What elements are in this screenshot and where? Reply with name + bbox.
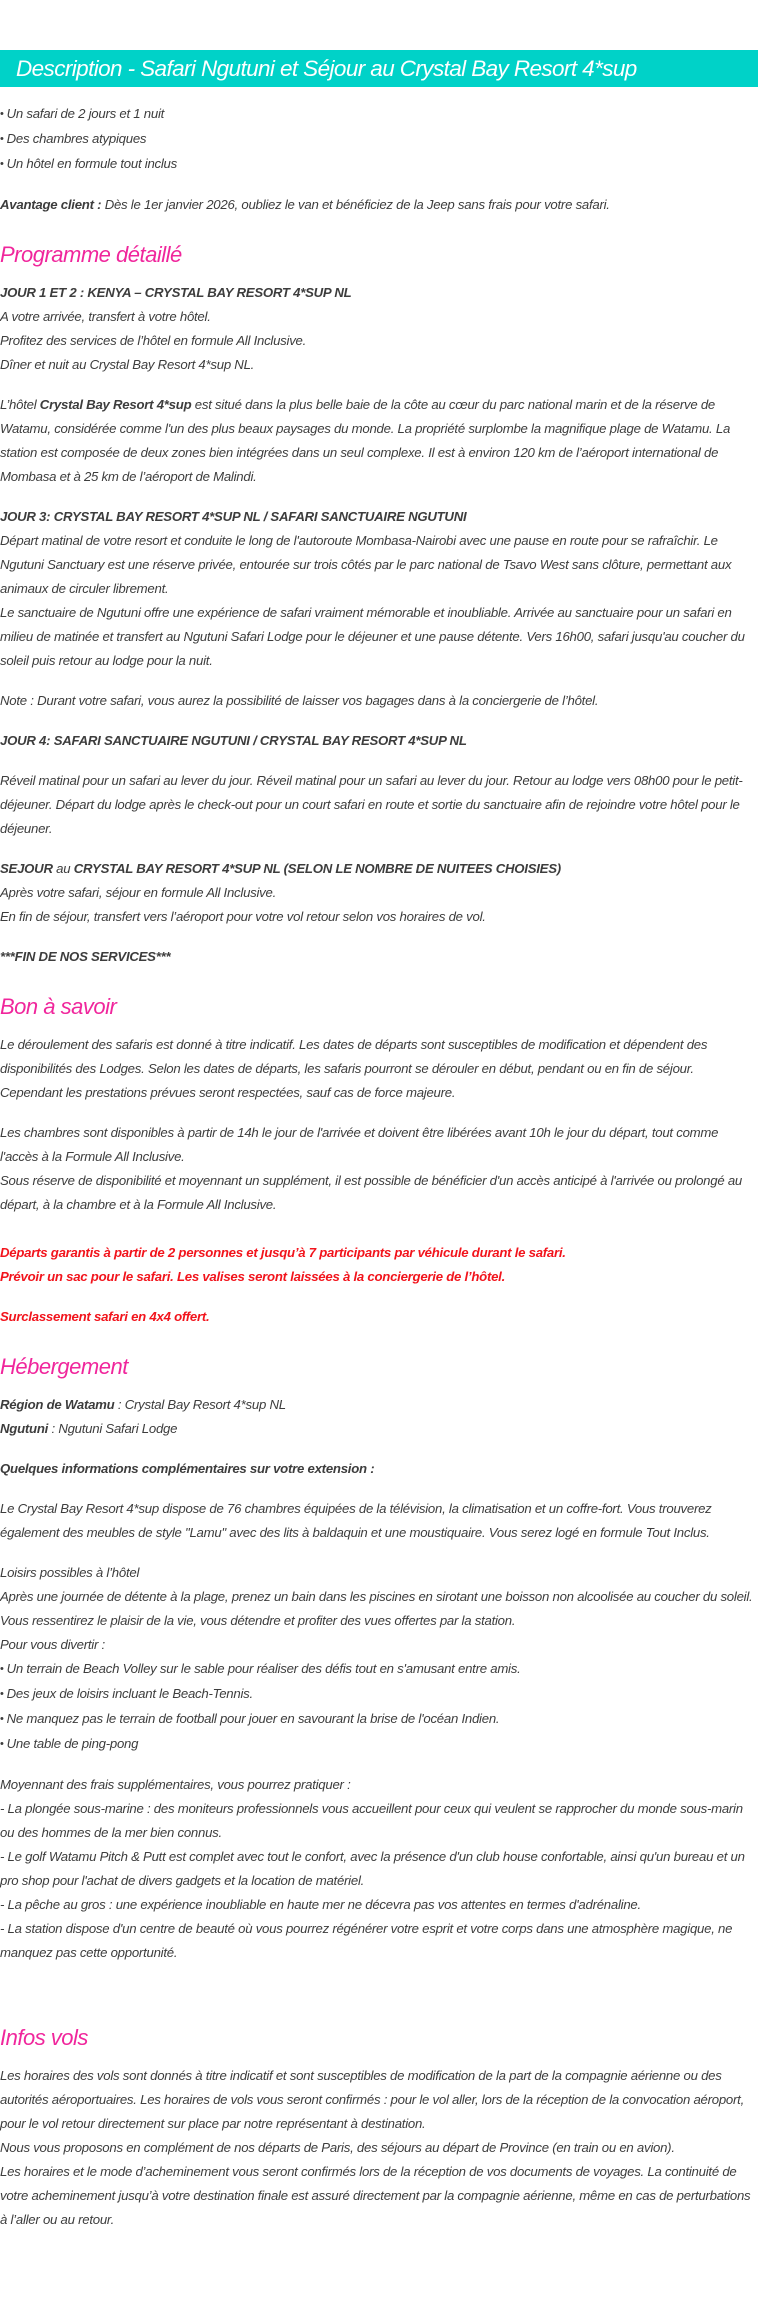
good-to-know-para: Les chambres sont disponibles à partir de 14h le jour de l'arrivée et doivent être libérées avant 10h le jour du départ, tout comme l'accès à la Formule All Inclusive.	[0, 1125, 719, 1164]
paid-activity-item: - La pêche au gros : une expérience inoubliable en haute mer ne décevra pas vos attentes en termes d'adrénaline.	[0, 1897, 641, 1912]
accommodation-row: Ngutuni : Ngutuni Safari Lodge	[0, 1421, 178, 1436]
guaranteed-departures-notice: Départs garantis à partir de 2 personnes et jusqu’à 7 participants par véhicule durant le safari.	[0, 1245, 566, 1260]
good-to-know-para: Sous réserve de disponibilité et moyennant un supplément, il est possible de bénéficier d'un accès anticipé à l'arrivée ou prolongé au départ, à la chambre et à la Formule All Inclusive.	[0, 1173, 743, 1212]
bullet-icon: •	[0, 108, 4, 120]
fun-list	[0, 1657, 756, 1757]
fun-item: • Une table de ping-pong	[0, 1736, 139, 1751]
stay-line: En fin de séjour, transfert vers l’aéroport pour votre vol retour selon vos horaires de vol.	[0, 909, 486, 924]
paid-activity-item: - Le golf Watamu Pitch & Putt est complet avec tout le confort, avec la présence d'un club house confortable, ainsi qu'un bureau et un pro shop pour l'achat de divers gadgets et la location de matériel.	[0, 1849, 745, 1888]
fun-title: Pour vous divertir :	[0, 1637, 105, 1652]
accommodation-row: Région de Watamu : Crystal Bay Resort 4*sup NL	[0, 1397, 286, 1412]
fun-item: • Un terrain de Beach Volley sur le sable pour réaliser des défis tout en s'amusant entre amis.	[0, 1661, 521, 1676]
day-4-title: JOUR 4: SAFARI SANCTUAIRE NGUTUNI / CRYSTAL BAY RESORT 4*SUP NL	[0, 733, 467, 748]
highlight-item: • Des chambres atypiques	[0, 131, 147, 146]
leisure-title: Loisirs possibles à l’hôtel	[0, 1565, 140, 1580]
good-to-know-heading: Bon à savoir	[0, 994, 117, 1019]
day-1-title: JOUR 1 ET 2 : KENYA – CRYSTAL BAY RESORT 4*SUP NL	[0, 285, 352, 300]
fun-item: • Des jeux de loisirs incluant le Beach-Tennis.	[0, 1686, 253, 1701]
day-1-line: A votre arrivée, transfert à votre hôtel.	[0, 309, 211, 324]
hotel-rooms-description: Le Crystal Bay Resort 4*sup dispose de 76 chambres équipées de la télévision, la climatisation et un coffre-fort. Vous trouverez également des meubles de style "Lamu" avec des lits à baldaquin et une moustiquaire. Vous serez logé en formule Tout Inclus.	[0, 1501, 712, 1540]
flights-heading: Infos vols	[0, 2025, 88, 2050]
bullet-icon: •	[0, 1688, 4, 1700]
content	[0, 87, 758, 2232]
luggage-notice: Prévoir un sac pour le safari. Les valises seront laissées à la conciergerie de l’hôtel.	[0, 1269, 506, 1284]
bullet-icon: •	[0, 1738, 4, 1750]
day-3-note: Note : Durant votre safari, vous aurez la possibilité de laisser vos bagages dans à la conciergerie de l’hôtel.	[0, 693, 599, 708]
flights-para: Les horaires et le mode d’acheminement vous seront confirmés lors de la réception de vos documents de voyages. La continuité de votre acheminement jusqu’à votre destination finale est assuré directement par la compagnie aérienne, même en cas de perturbations à l’aller ou au retour.	[0, 2164, 751, 2227]
highlight-item: • Un hôtel en formule tout inclus	[0, 156, 177, 171]
day-4-para: Réveil matinal pour un safari au lever du jour. Réveil matinal pour un safari au lever du jour. Retour au lodge vers 08h00 pour le petit-déjeuner. Départ du lodge après le check-out pour un court safari en route et sortie du sanctuaire afin de rejoindre votre hôtel pour le déjeuner.	[0, 773, 743, 836]
good-to-know-para: Le déroulement des safaris est donné à titre indicatif. Les dates de départs sont susceptibles de modification et dépendent des disponibilités des Lodges. Selon les dates de départs, les safaris pourront se dérouler en début, pendant ou en fin de séjour. Cependant les prestations prévues seront respectées, sauf cas de force majeure.	[0, 1037, 708, 1100]
day-3-para: Le sanctuaire de Ngutuni offre une expérience de safari vraiment mémorable et inoubliable. Arrivée au sanctuaire pour un safari en milieu de matinée et transfert au Ngutuni Safari Lodge pour le déjeuner et une pause détente. Vers 16h00, safari jusqu'au coucher du soleil puis retour au lodge pour la nuit.	[0, 605, 745, 668]
fun-item: • Ne manquez pas le terrain de football pour jouer en savourant la brise de l'océan Indien.	[0, 1711, 500, 1726]
banner-title: Description - Safari Ngutuni et Séjour au Crystal Bay Resort 4*sup	[16, 55, 637, 81]
hotel-name: Crystal Bay Resort 4*sup	[39, 397, 192, 412]
programme-heading: Programme détaillé	[0, 242, 182, 267]
paid-activity-item: - La plongée sous-marine : des moniteurs professionnels vous accueillent pour ceux qui veulent se rapprocher du monde sous-marin ou des hommes de la mer bien connus.	[0, 1801, 743, 1840]
extension-info-title: Quelques informations complémentaires sur votre extension :	[0, 1461, 375, 1476]
day-3-title: JOUR 3: CRYSTAL BAY RESORT 4*SUP NL / SAFARI SANCTUAIRE NGUTUNI	[0, 509, 467, 524]
stay-line: Après votre safari, séjour en formule All Inclusive.	[0, 885, 277, 900]
flights-para: Nous vous proposons en complément de nos départs de Paris, des séjours au départ de Province (en train ou en avion).	[0, 2140, 675, 2155]
client-advantage	[0, 193, 756, 217]
leisure-text: Après une journée de détente à la plage, prenez un bain dans les piscines en sirotant une boisson non alcoolisée au coucher du soleil. Vous ressentirez le plaisir de la vie, vous détendre et profiter des vues offertes par la station.	[0, 1589, 753, 1628]
stay-title: SEJOUR au CRYSTAL BAY RESORT 4*SUP NL (SELON LE NOMBRE DE NUITEES CHOISIES)	[0, 861, 561, 876]
paid-activity-item: - La station dispose d'un centre de beauté où vous pourrez régénérer votre esprit et votre corps dans une atmosphère magique, ne manquez pas cette opportunité.	[0, 1921, 733, 1960]
day-3-para: Départ matinal de votre resort et conduite le long de l'autoroute Mombasa-Nairobi avec une pause en route pour se rafraîchir. Le Ngutuni Sanctuary est une réserve privée, entourée sur trois côtés par le parc national de Tsavo West sans clôture, permettant aux animaux de circuler librement.	[0, 533, 732, 596]
description-banner	[0, 50, 758, 87]
advantage-label: Avantage client :	[0, 197, 102, 212]
accommodation-heading: Hébergement	[0, 1354, 128, 1379]
bullet-icon: •	[0, 133, 4, 145]
highlights-list	[0, 102, 756, 177]
advantage-text: Dès le 1er janvier 2026, oubliez le van et bénéficiez de la Jeep sans frais pour votre safari.	[101, 197, 610, 212]
bullet-icon: •	[0, 158, 4, 170]
day-1-line: Profitez des services de l’hôtel en formule All Inclusive.	[0, 333, 307, 348]
paid-activities-title: Moyennant des frais supplémentaires, vous pourrez pratiquer :	[0, 1777, 351, 1792]
upgrade-notice: Surclassement safari en 4x4 offert.	[0, 1309, 210, 1324]
end-of-services: ***FIN DE NOS SERVICES***	[0, 949, 171, 964]
bullet-icon: •	[0, 1713, 4, 1725]
day-1-line: Dîner et nuit au Crystal Bay Resort 4*sup NL.	[0, 357, 255, 372]
bullet-icon: •	[0, 1663, 4, 1675]
hotel-description: L’hôtel Crystal Bay Resort 4*sup est situé dans la plus belle baie de la côte au cœur du parc national marin et de la réserve de Watamu, considérée comme l'un des plus beaux paysages du monde. La propriété surplombe la magnifique plage de Watamu. La station est composée de deux zones bien intégrées dans un seul complexe. Il est à environ 120 km de l’aéroport international de Mombasa et à 25 km de l’aéroport de Malindi.	[0, 397, 731, 484]
highlight-item: • Un safari de 2 jours et 1 nuit	[0, 106, 165, 121]
flights-para: Les horaires des vols sont donnés à titre indicatif et sont susceptibles de modification de la part de la compagnie aérienne ou des autorités aéroportuaires. Les horaires de vols vous seront confirmés : pour le vol aller, lors de la réception de la convocation aéroport, pour le vol retour directement sur place par notre représentant à destination.	[0, 2068, 744, 2131]
